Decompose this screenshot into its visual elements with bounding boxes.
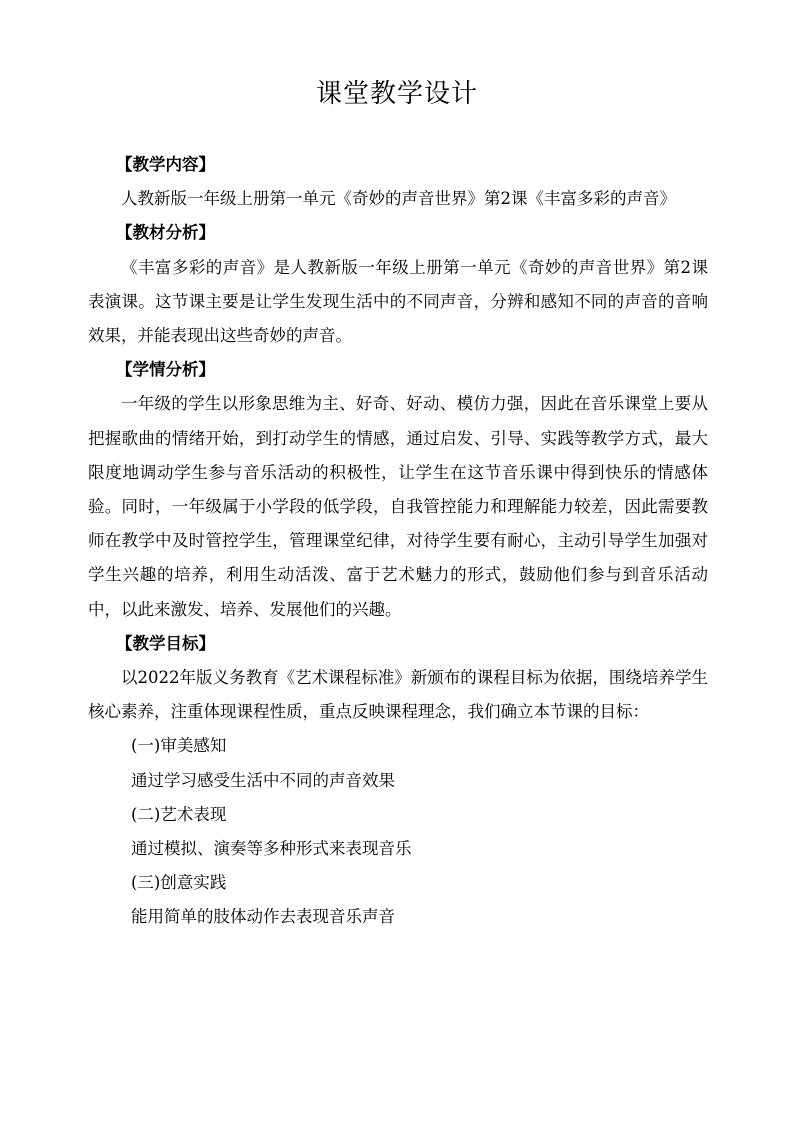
heading-teaching-goals: 【教学目标】	[116, 633, 215, 653]
goal-item-aesthetic-title: (一)审美感知	[131, 736, 227, 756]
paragraph-student-analysis: 一年级的学生以形象思维为主、好奇、好动、模仿力强，因此在音乐课堂上要从把握歌曲的情绪开始，到打动学生的情感，通过启发、引导、实践等教学方式，最大限度地调动学生参与音乐活动的积极性，让学生在这节音乐课中得到快乐的情感体验。同时，一年级属于小学段的低学段，自我管控能力和理解能力较差，因此需要教师在教学中及时管控学生，管理课堂纪律，对待学生要有耐心，主动引导学生加强对学生兴趣的培养，利用生动活泼、富于艺术魅力的形式，鼓励他们参与到音乐活动中，以此来激发、培养、发展他们的兴趣。	[88, 394, 708, 619]
paragraph-teaching-content: 人教新版一年级上册第一单元《奇妙的声音世界》第2课《丰富多彩的声音》	[121, 189, 676, 209]
heading-textbook-analysis: 【教材分析】	[116, 223, 215, 243]
paragraph-textbook-analysis: 《丰富多彩的声音》是人教新版一年级上册第一单元《奇妙的声音世界》第2课表演课。这节课主要是让学生发现生活中的不同声音，分辨和感知不同的声音的音响效果，并能表现出这些奇妙的声音。	[88, 257, 708, 346]
heading-student-analysis: 【学情分析】	[116, 360, 215, 380]
goal-item-practice-title: (三)创意实践	[131, 873, 227, 893]
paragraph-teaching-goals: 以2022年版义务教育《艺术课程标准》新颁布的课程目标为依据，围绕培养学生核心素养，注重体现课程性质，重点反映课程理念，我们确立本节课的目标：	[88, 668, 708, 722]
goal-item-expression-title: (二)艺术表现	[131, 804, 227, 824]
page-title: 课堂教学设计	[315, 79, 478, 109]
document-body	[88, 148, 708, 935]
goal-item-practice-text: 能用简单的肢体动作去表现音乐声音	[131, 907, 395, 927]
goal-item-expression-text: 通过模拟、演奏等多种形式来表现音乐	[131, 839, 412, 859]
heading-teaching-content: 【教学内容】	[116, 155, 215, 174]
goal-item-aesthetic-text: 通过学习感受生活中不同的声音效果	[131, 770, 395, 790]
